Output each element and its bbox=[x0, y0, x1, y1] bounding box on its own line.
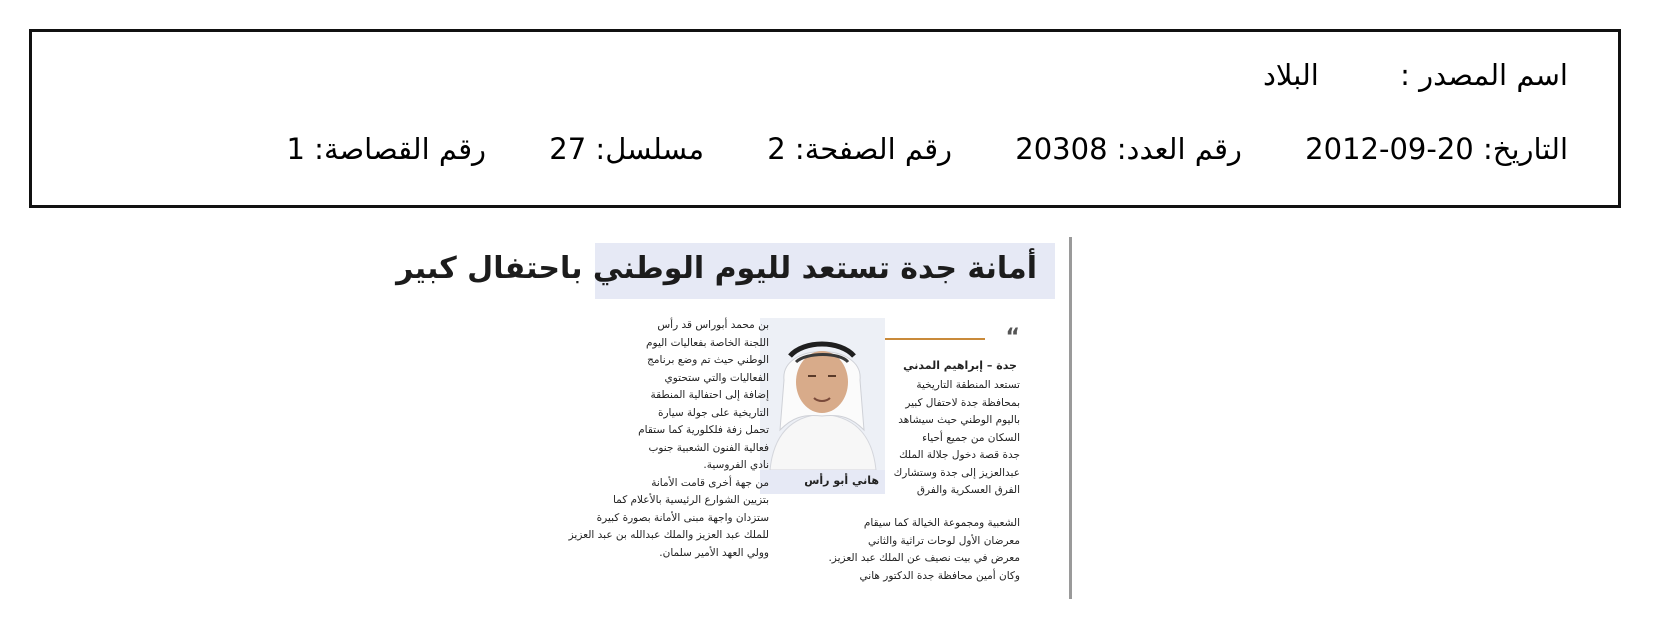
article-column-bottom bbox=[730, 515, 1020, 585]
serial-field: مسلسل: 27 bbox=[549, 132, 705, 166]
text-line: الفعاليات والتي ستحتوي bbox=[664, 371, 769, 384]
text-line: بن محمد أبوراس قد رأس bbox=[657, 319, 769, 331]
text-line: معرضان الأول لوحات تراثية والثاني bbox=[867, 534, 1020, 547]
text-line: وولي العهد الأمير سلمان. bbox=[659, 546, 769, 559]
page-number-field: رقم الصفحة: 2 bbox=[767, 132, 953, 166]
photo-caption-text: هاني أبو رأس bbox=[804, 474, 879, 487]
portrait-icon bbox=[760, 318, 885, 470]
photo-caption bbox=[760, 470, 885, 494]
quote-mark-icon: “ bbox=[1005, 325, 1020, 350]
article-byline: جدة – إبراهيم المدني bbox=[903, 359, 1017, 372]
headline-band bbox=[396, 243, 1055, 299]
text-line: باليوم الوطني حيث سيشاهد bbox=[898, 414, 1020, 426]
text-line: ستزدان واجهة مبنى الأمانة بصورة كبيرة bbox=[596, 511, 769, 524]
text-line: معرض في بيت نصيف عن الملك عبد العزيز. bbox=[828, 552, 1020, 564]
portrait-photo bbox=[760, 318, 885, 470]
text-line: الشعبية ومجموعة الخيالة كما سيقام bbox=[863, 517, 1020, 529]
article-column-left bbox=[568, 317, 769, 562]
text-line: فعالية الفنون الشعبية جنوب bbox=[648, 441, 769, 454]
text-line: نادي الفروسية. bbox=[703, 459, 769, 471]
text-line: التاريخية على جولة سيارة bbox=[657, 406, 769, 419]
text-line: عبدالعزيز إلى جدة وستشارك bbox=[893, 466, 1020, 479]
text-line: اللجنة الخاصة بفعاليات اليوم bbox=[646, 336, 769, 349]
source-line bbox=[1263, 58, 1568, 92]
text-line: السكان من جميع أحياء bbox=[922, 431, 1020, 444]
text-line: بمحافظة جدة لاحتفال كبير bbox=[905, 396, 1020, 409]
source-label: اسم المصدر : bbox=[1400, 58, 1568, 92]
text-line: تستعد المنطقة التاريخية bbox=[916, 379, 1020, 391]
text-line: من جهة أخرى قامت الأمانة bbox=[651, 476, 769, 489]
newspaper-clipping bbox=[396, 237, 1072, 599]
text-line: إضافة إلى احتفالية المنطقة bbox=[650, 389, 769, 401]
details-line bbox=[287, 132, 1568, 166]
text-line: تحمل زفة فلكلورية كما ستقام bbox=[638, 424, 769, 436]
text-line: للملك عبد العزيز والملك عبدالله بن عبد العزيز bbox=[568, 529, 769, 541]
issue-number-field: رقم العدد: 20308 bbox=[1015, 132, 1242, 166]
text-line: الفرق العسكرية والفرق bbox=[916, 484, 1020, 496]
clipping-metadata-box bbox=[29, 29, 1621, 208]
text-line: جدة قصة دخول جلالة الملك bbox=[899, 449, 1020, 461]
text-line: وكان أمين محافظة جدة الدكتور هاني bbox=[859, 569, 1020, 582]
clip-number-field: رقم القصاصة: 1 bbox=[286, 132, 487, 166]
column-divider bbox=[1069, 237, 1072, 599]
article-headline: أمانة جدة تستعد لليوم الوطني باحتفال كبير bbox=[396, 251, 1037, 286]
text-line: بتزيين الشوارع الرئيسية بالأعلام كما bbox=[612, 494, 769, 506]
date-field: التاريخ: 20-09-2012 bbox=[1305, 132, 1568, 166]
text-line: الوطني حيث تم وضع برنامج bbox=[647, 354, 769, 366]
source-value: البلاد bbox=[1263, 58, 1319, 92]
